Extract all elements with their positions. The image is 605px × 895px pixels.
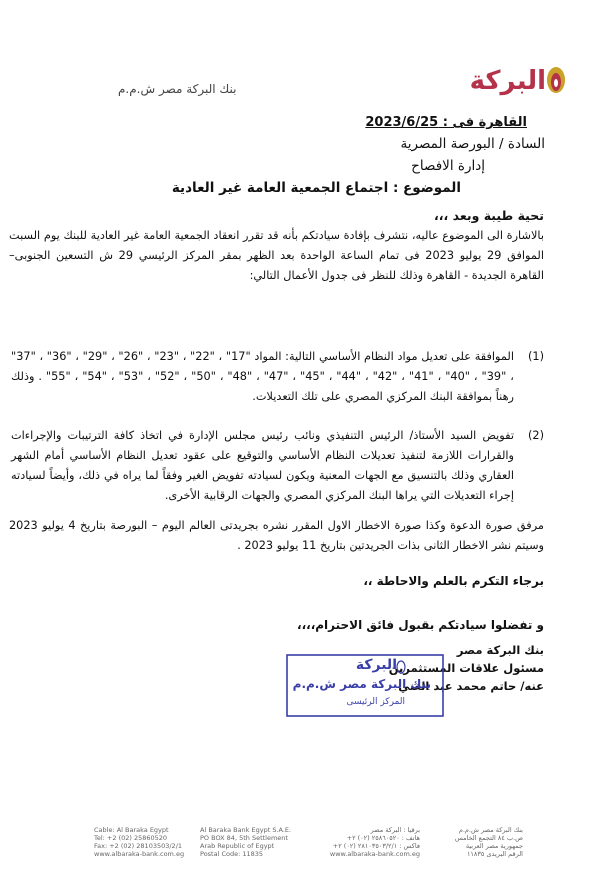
closing-line: و تفضلوا سيادتكم بقبول فائق الاحترام،،،، (297, 618, 544, 632)
agenda-item (11, 426, 544, 506)
intro-paragraph: بالاشارة الى الموضوع عاليه، نتشرف بإفادة سيادتكم بأنه قد تقرر انعقاد الجمعية العامة غير العادية للبنك يوم السبت الموافق 29 يوليو 2023 فى تمام الساعة الواحدة بعد الظهر بمقر المركز الرئيسي 29 ش التسعين الجنوبى– القاهرة الجديدة - القاهرة وذلك للنظر فى جدول الأعمال التالي: (9, 229, 545, 282)
footer-address-ar (455, 826, 523, 858)
letter-subject: الموضوع : اجتماع الجمعية العامة غير العادية (171, 180, 461, 196)
footer-address-en (200, 826, 291, 858)
attachment-paragraph: مرفق صورة الدعوة وكذا صورة الاخطار الاول المقرر نشره بجريدتى العالم اليوم – البورصة بتاريخ 4 يوليو 2023 وسيتم نشر الاخطار الثانى بذات الجريدتين بتاريخ 11 يوليو 2023 . (9, 519, 544, 552)
letter-date: القاهرة فى : 2023/6/25 (365, 115, 527, 130)
footer-line: جمهورية مصر العربية (465, 842, 523, 850)
logo-wordmark: البركة (469, 66, 546, 96)
footer-line: Arab Republic of Egypt (200, 842, 275, 850)
al-baraka-logo (468, 62, 568, 104)
footer-line: الرقم البريدى ١١٨٣٥ (466, 850, 523, 858)
agenda-item-number: (1) (527, 350, 544, 363)
footer-line: www.albaraka-bank.com.eg (329, 850, 420, 858)
recipient-line-1: السادة / البورصة المصرية (400, 136, 545, 152)
footer-contact-en (94, 826, 184, 858)
bank-name-header: بنك البركة مصر ش.م.م (118, 82, 237, 96)
footer-line: Cable: Al Baraka Egypt (94, 826, 169, 834)
footer-line: www.albaraka-bank.com.eg (94, 850, 185, 858)
stamp-bank-name: بنك البركة مصر ش.م.م (292, 677, 431, 691)
agenda-item-text: الموافقة على تعديل مواد النظام الأساسي التالية: المواد "17" ، "22" ، "23" ، "26" ، "29" ، "36" ، "37" ، "39" ، "40" ، "41" ، "42" ، "44" ، "45" ، "47" ، "48" ، "50" ، "52" ، "53" ، "54" ، "55" . وذلك رهناً بموافقة البنك المركزي المصري على تلك التعديلات. (11, 350, 514, 403)
greeting: تحية طيبة وبعد ،،، (434, 208, 544, 223)
footer-line: برقيا : البركة مصر (370, 826, 420, 834)
stamp-hq: المركز الرئيسى (346, 697, 405, 707)
request-line: برجاء التكرم بالعلم والاحاطة ،، (363, 574, 544, 588)
footer-line: Tel: +2 (02) 25860520 (94, 834, 168, 842)
footer-line: Al Baraka Bank Egypt S.A.E. (200, 826, 292, 834)
official-stamp (285, 653, 445, 718)
agenda-item (11, 347, 544, 407)
footer-line: PO BOX 84, 5th Settlement (200, 834, 288, 842)
footer-line: Postal Code: 11835 (200, 850, 264, 858)
footer-line: فاكس : ٢٨١٠٣٥٠٣/٢/١ (٠٢) ٢+ (332, 842, 420, 850)
footer-line: بنك البركة مصر ش.م.م (458, 826, 523, 834)
footer-line: هاتف : ٢٥٨٦٠٥٢٠ (٠٢) ٢+ (346, 834, 420, 842)
agenda-item-number: (2) (527, 429, 544, 442)
footer-line: ص.ب ٨٤ التجمع الخامس (454, 834, 523, 842)
footer-contact-ar (330, 826, 420, 858)
signature-bank: بنك البركة مصر (456, 643, 544, 657)
signature-title: مسئول علاقات المستثمرين (388, 661, 544, 675)
stamp-logo-text: البركة (355, 657, 397, 673)
recipient-line-2: إدارة الافصاح (411, 158, 485, 174)
signature-name: عنه/ حاتم محمد عبد الغني (398, 679, 544, 693)
agenda-item-text: تفويض السيد الأستاذ/ الرئيس التنفيذي ونائب رئيس مجلس الإدارة في اتخاذ كافة الترتيبات والإجراءات والقرارات اللازمة لتنفيذ تعديلات النظام الأساسي والتوقيع على عقود تعديل النظام الأساسي أمام الشهر العقاري وذلك بالتنسيق مع الجهات المعنية ويكون لسيادته تفويض الغير وفقاً لما يراه في ذلك، وأيضاً لسيادته إجراء التعديلات التي يراها البنك المركزي المصري والجهات الرقابية الأخرى. (11, 429, 514, 502)
footer-line: Fax: +2 (02) 28103503/2/1 (94, 842, 183, 850)
